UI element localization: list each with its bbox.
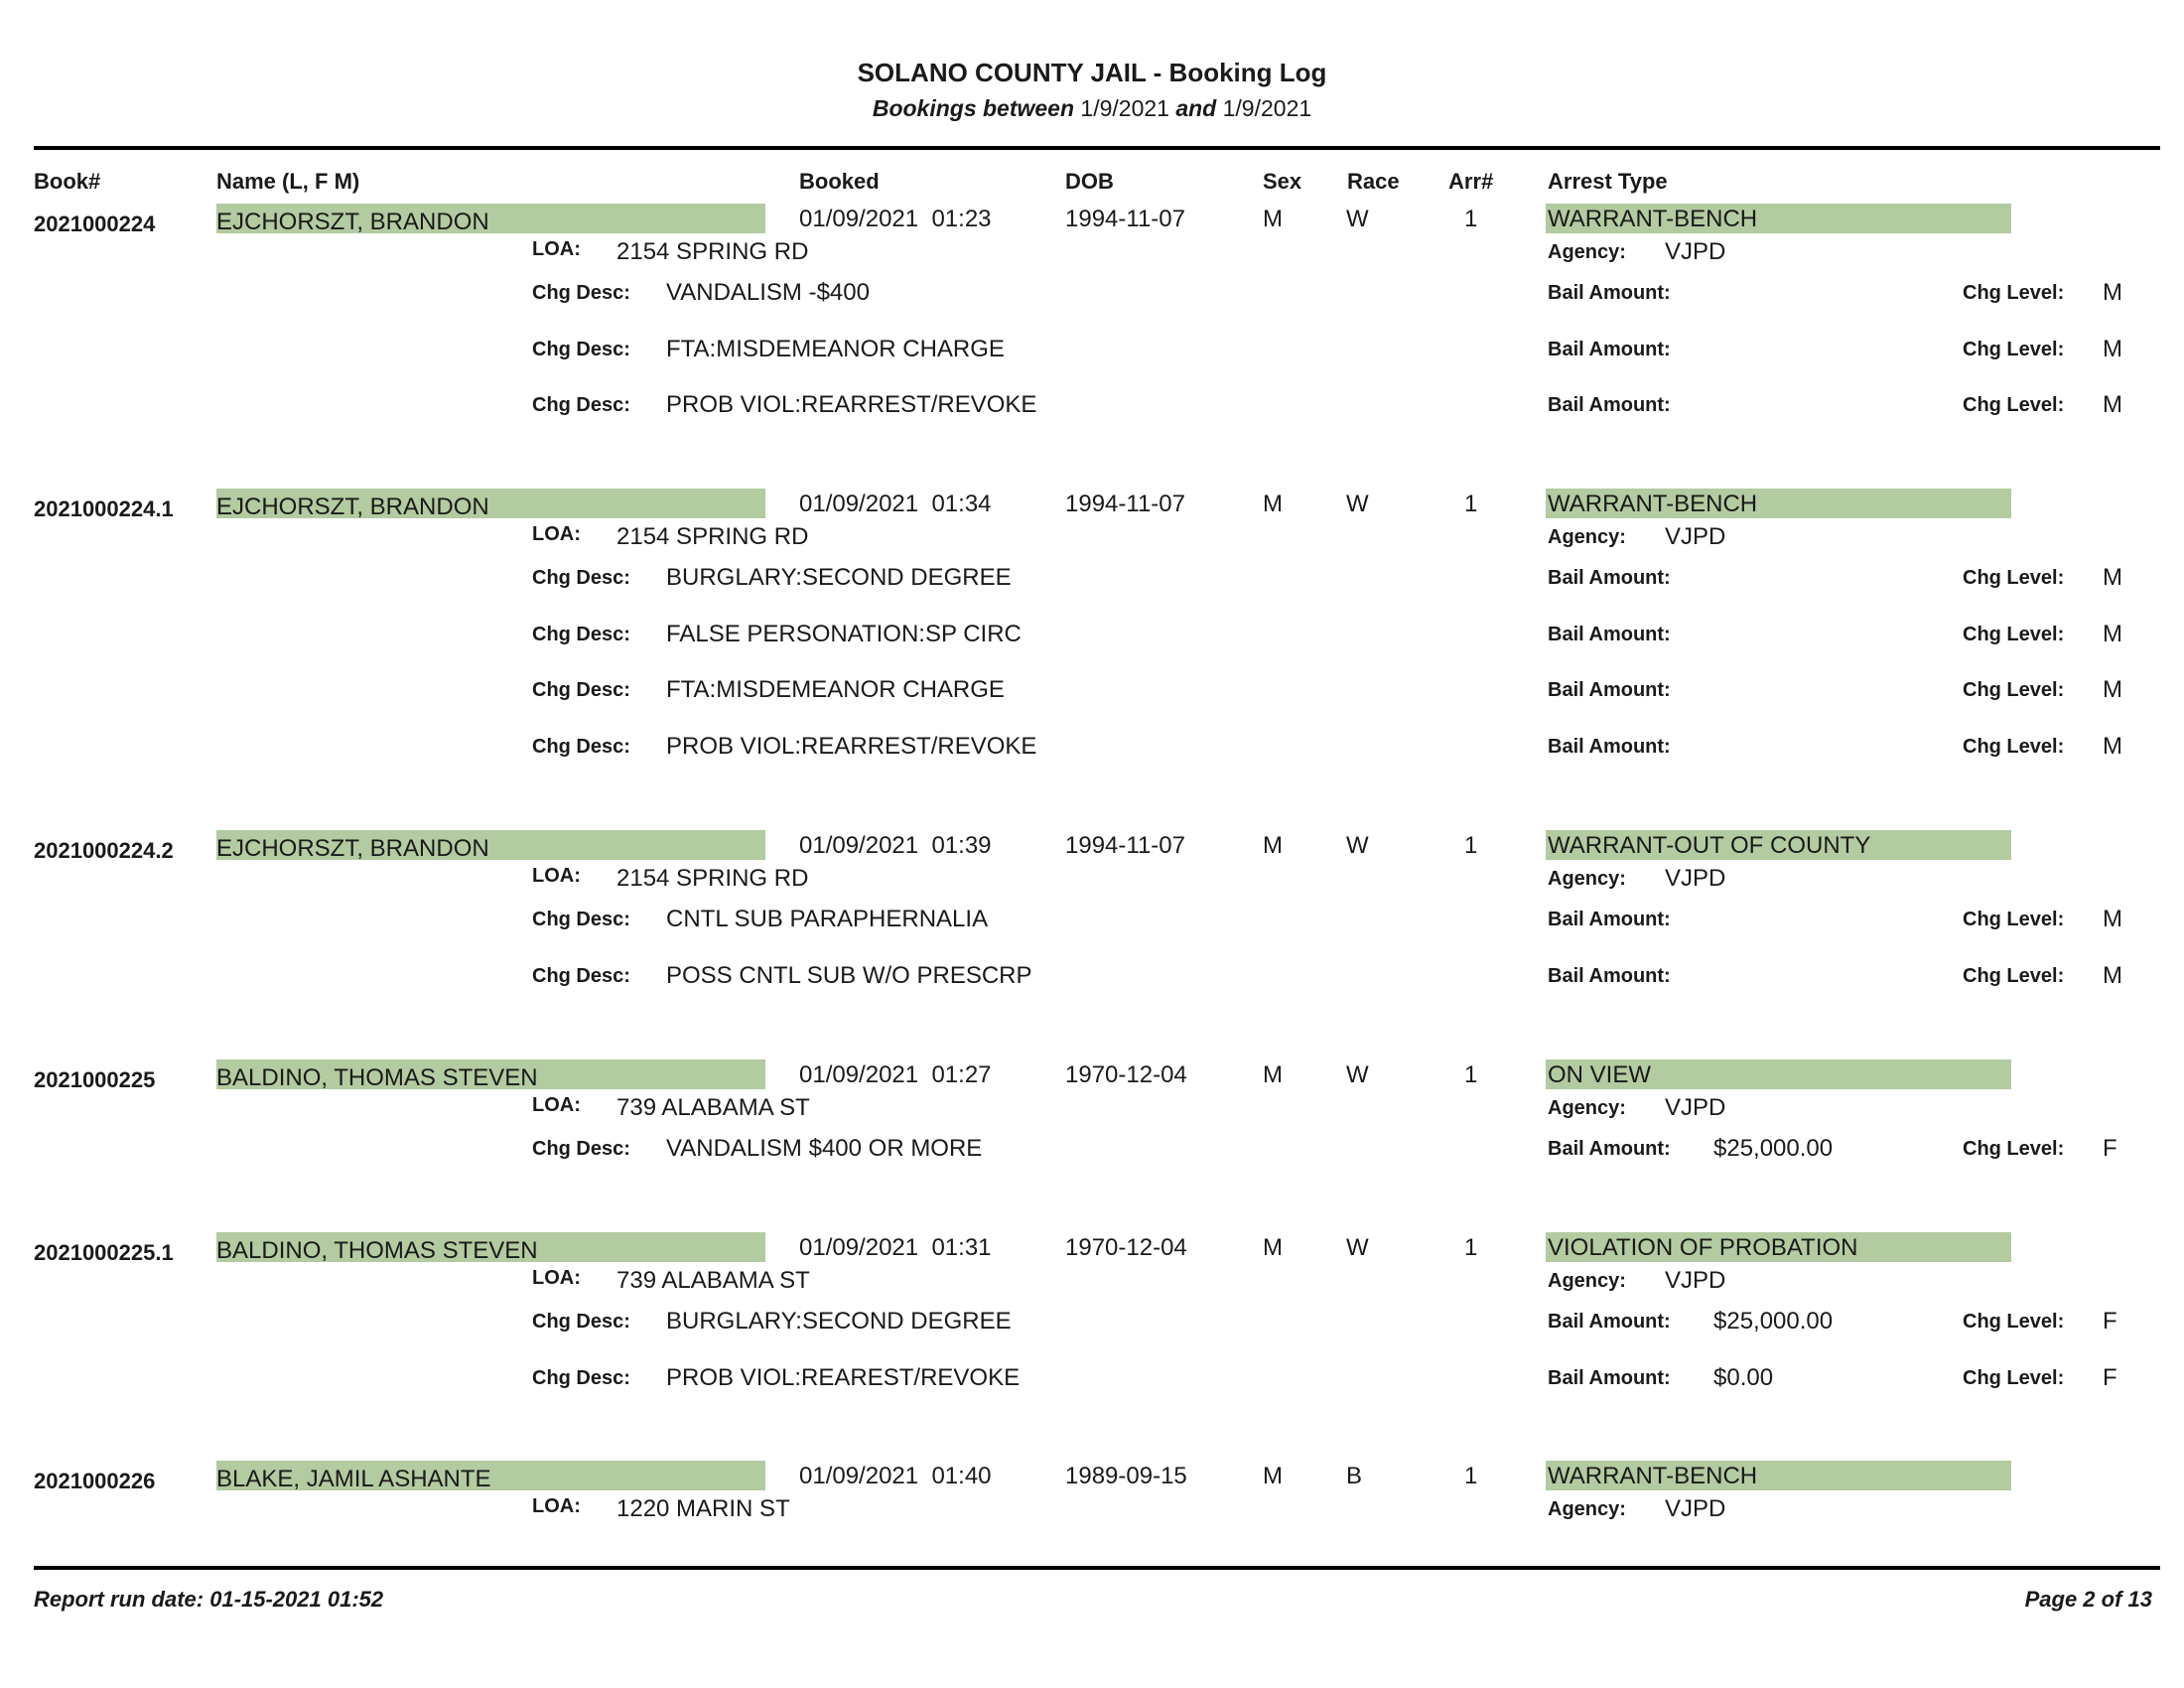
chg-desc-label: Chg Desc: xyxy=(532,1138,630,1160)
charge-description: CNTL SUB PARAPHERNALIA xyxy=(666,906,989,932)
page-number: Page 2 of 13 xyxy=(2024,1587,2152,1612)
chg-desc-label: Chg Desc: xyxy=(532,1311,630,1333)
arrest-number: 1 xyxy=(1464,206,1478,232)
charge-level: F xyxy=(2103,1364,2117,1391)
race-value: W xyxy=(1346,832,1369,859)
chg-desc-label: Chg Desc: xyxy=(532,624,630,645)
sex-value: M xyxy=(1263,1463,1283,1489)
loa-label: LOA: xyxy=(532,523,581,545)
charge-level: M xyxy=(2103,962,2122,989)
arrest-number: 1 xyxy=(1464,491,1478,517)
race-value: W xyxy=(1346,1234,1369,1261)
dob-value: 1994-11-07 xyxy=(1065,491,1185,517)
charge-level: F xyxy=(2103,1308,2117,1335)
race-value: W xyxy=(1346,491,1369,517)
booked-datetime: 01/09/2021 01:34 xyxy=(799,491,992,517)
book-number: 2021000224.1 xyxy=(34,496,174,521)
dob-value: 1970-12-04 xyxy=(1065,1061,1187,1088)
subtitle-prefix: Bookings between xyxy=(872,95,1075,121)
bail-amount-label: Bail Amount: xyxy=(1548,1367,1671,1389)
dob-value: 1994-11-07 xyxy=(1065,206,1185,232)
chg-desc-label: Chg Desc: xyxy=(532,679,630,701)
booked-datetime: 01/09/2021 01:23 xyxy=(799,206,992,232)
charge-description: BURGLARY:SECOND DEGREE xyxy=(666,564,1012,591)
date-from: 1/9/2021 xyxy=(1080,95,1169,121)
race-value: W xyxy=(1346,206,1369,232)
col-sex: Sex xyxy=(1263,169,1302,194)
bail-amount-label: Bail Amount: xyxy=(1548,1138,1671,1160)
charge-description: VANDALISM -$400 xyxy=(666,279,870,306)
col-name: Name (L, F M) xyxy=(216,169,360,194)
agency-value: VJPD xyxy=(1665,238,1726,265)
race-value: W xyxy=(1346,1061,1369,1088)
charge-level: F xyxy=(2103,1135,2117,1162)
loa-value: 739 ALABAMA ST xyxy=(616,1094,810,1121)
col-race: Race xyxy=(1347,169,1400,194)
bail-amount-label: Bail Amount: xyxy=(1548,679,1671,701)
bail-amount-label: Bail Amount: xyxy=(1548,394,1671,416)
arrest-number: 1 xyxy=(1464,832,1478,859)
dob-value: 1970-12-04 xyxy=(1065,1234,1187,1261)
bail-amount-label: Bail Amount: xyxy=(1548,282,1671,304)
loa-value: 2154 SPRING RD xyxy=(616,865,809,892)
arrest-type: ON VIEW xyxy=(1548,1061,1652,1088)
arrest-type: WARRANT-BENCH xyxy=(1548,206,1758,232)
booked-datetime: 01/09/2021 01:27 xyxy=(799,1061,992,1088)
sex-value: M xyxy=(1263,206,1283,232)
chg-desc-label: Chg Desc: xyxy=(532,965,630,987)
arrest-type: VIOLATION OF PROBATION xyxy=(1548,1234,1858,1261)
book-number: 2021000226 xyxy=(34,1469,156,1493)
bail-amount-label: Bail Amount: xyxy=(1548,624,1671,645)
charge-description: PROB VIOL:REARREST/REVOKE xyxy=(666,391,1037,418)
bail-amount-label: Bail Amount: xyxy=(1548,1311,1671,1333)
loa-value: 2154 SPRING RD xyxy=(616,238,809,265)
bail-amount-label: Bail Amount: xyxy=(1548,909,1671,930)
loa-label: LOA: xyxy=(532,238,581,260)
charge-description: FTA:MISDEMEANOR CHARGE xyxy=(666,676,1005,703)
sex-value: M xyxy=(1263,1234,1283,1261)
charge-description: POSS CNTL SUB W/O PRESCRP xyxy=(666,962,1032,989)
agency-label: Agency: xyxy=(1548,526,1626,548)
arrest-type: WARRANT-BENCH xyxy=(1548,491,1758,517)
charge-description: BURGLARY:SECOND DEGREE xyxy=(666,1308,1012,1335)
bail-amount: $25,000.00 xyxy=(1713,1135,1834,1162)
loa-label: LOA: xyxy=(532,1094,581,1116)
inmate-name: BALDINO, THOMAS STEVEN xyxy=(216,1237,538,1264)
bail-amount: $25,000.00 xyxy=(1713,1308,1834,1335)
dob-value: 1989-09-15 xyxy=(1065,1463,1187,1489)
agency-value: VJPD xyxy=(1665,865,1726,892)
dob-value: 1994-11-07 xyxy=(1065,832,1185,859)
date-to: 1/9/2021 xyxy=(1222,95,1312,121)
chg-desc-label: Chg Desc: xyxy=(532,339,630,360)
race-value: B xyxy=(1346,1463,1363,1489)
header-rule xyxy=(34,146,2160,150)
charge-level: M xyxy=(2103,336,2122,362)
charge-description: VANDALISM $400 OR MORE xyxy=(666,1135,983,1162)
chg-desc-label: Chg Desc: xyxy=(532,909,630,930)
inmate-name: BLAKE, JAMIL ASHANTE xyxy=(216,1466,491,1492)
col-booked: Booked xyxy=(799,169,880,194)
loa-value: 739 ALABAMA ST xyxy=(616,1267,810,1294)
loa-label: LOA: xyxy=(532,1267,581,1289)
agency-label: Agency: xyxy=(1548,1270,1626,1292)
booked-datetime: 01/09/2021 01:39 xyxy=(799,832,992,859)
arrest-number: 1 xyxy=(1464,1463,1478,1489)
bail-amount-label: Bail Amount: xyxy=(1548,567,1671,589)
chg-desc-label: Chg Desc: xyxy=(532,567,630,589)
chg-level-label: Chg Level: xyxy=(1963,679,2065,701)
agency-value: VJPD xyxy=(1665,1267,1726,1294)
chg-level-label: Chg Level: xyxy=(1963,1367,2065,1389)
charge-level: M xyxy=(2103,279,2122,306)
footer-rule xyxy=(34,1566,2160,1570)
agency-label: Agency: xyxy=(1548,1498,1626,1520)
book-number: 2021000225.1 xyxy=(34,1240,174,1265)
loa-value: 2154 SPRING RD xyxy=(616,523,809,550)
inmate-name: EJCHORSZT, BRANDON xyxy=(216,209,489,235)
chg-level-label: Chg Level: xyxy=(1963,1311,2065,1333)
booked-datetime: 01/09/2021 01:31 xyxy=(799,1234,992,1261)
subtitle-and: and xyxy=(1175,95,1217,121)
chg-level-label: Chg Level: xyxy=(1963,394,2065,416)
charge-level: M xyxy=(2103,564,2122,591)
report-title: SOLANO COUNTY JAIL - Booking Log xyxy=(857,58,1327,87)
chg-level-label: Chg Level: xyxy=(1963,624,2065,645)
inmate-name: EJCHORSZT, BRANDON xyxy=(216,835,489,862)
report-run-date: Report run date: 01-15-2021 01:52 xyxy=(34,1587,384,1612)
col-arrest-type: Arrest Type xyxy=(1548,169,1668,194)
charge-level: M xyxy=(2103,733,2122,760)
bail-amount-label: Bail Amount: xyxy=(1548,339,1671,360)
arrest-type: WARRANT-OUT OF COUNTY xyxy=(1548,832,1871,859)
arrest-number: 1 xyxy=(1464,1061,1478,1088)
bail-amount: $0.00 xyxy=(1713,1364,1774,1391)
loa-label: LOA: xyxy=(532,865,581,887)
arrest-type: WARRANT-BENCH xyxy=(1548,1463,1758,1489)
charge-level: M xyxy=(2103,391,2122,418)
agency-value: VJPD xyxy=(1665,1094,1726,1121)
inmate-name: BALDINO, THOMAS STEVEN xyxy=(216,1064,538,1091)
bail-amount-label: Bail Amount: xyxy=(1548,736,1671,758)
charge-description: FTA:MISDEMEANOR CHARGE xyxy=(666,336,1005,362)
charge-description: PROB VIOL:REARREST/REVOKE xyxy=(666,733,1037,760)
book-number: 2021000224 xyxy=(34,211,156,236)
chg-level-label: Chg Level: xyxy=(1963,736,2065,758)
loa-label: LOA: xyxy=(532,1495,581,1517)
chg-level-label: Chg Level: xyxy=(1963,282,2065,304)
col-arr: Arr# xyxy=(1448,169,1494,194)
agency-label: Agency: xyxy=(1548,241,1626,263)
col-book: Book# xyxy=(34,169,101,194)
charge-level: M xyxy=(2103,621,2122,647)
agency-value: VJPD xyxy=(1665,523,1726,550)
chg-desc-label: Chg Desc: xyxy=(532,1367,630,1389)
chg-level-label: Chg Level: xyxy=(1963,339,2065,360)
arrest-number: 1 xyxy=(1464,1234,1478,1261)
agency-label: Agency: xyxy=(1548,1097,1626,1119)
chg-level-label: Chg Level: xyxy=(1963,567,2065,589)
book-number: 2021000224.2 xyxy=(34,838,174,863)
sex-value: M xyxy=(1263,1061,1283,1088)
chg-level-label: Chg Level: xyxy=(1963,965,2065,987)
report-subtitle xyxy=(0,95,2184,122)
sex-value: M xyxy=(1263,491,1283,517)
chg-level-label: Chg Level: xyxy=(1963,1138,2065,1160)
chg-desc-label: Chg Desc: xyxy=(532,736,630,758)
chg-desc-label: Chg Desc: xyxy=(532,282,630,304)
bail-amount-label: Bail Amount: xyxy=(1548,965,1671,987)
charge-description: PROB VIOL:REAREST/REVOKE xyxy=(666,1364,1021,1391)
book-number: 2021000225 xyxy=(34,1067,156,1092)
chg-level-label: Chg Level: xyxy=(1963,909,2065,930)
charge-level: M xyxy=(2103,906,2122,932)
booked-datetime: 01/09/2021 01:40 xyxy=(799,1463,992,1489)
charge-level: M xyxy=(2103,676,2122,703)
sex-value: M xyxy=(1263,832,1283,859)
agency-value: VJPD xyxy=(1665,1495,1726,1522)
col-dob: DOB xyxy=(1065,169,1114,194)
agency-label: Agency: xyxy=(1548,868,1626,890)
inmate-name: EJCHORSZT, BRANDON xyxy=(216,493,489,520)
charge-description: FALSE PERSONATION:SP CIRC xyxy=(666,621,1022,647)
chg-desc-label: Chg Desc: xyxy=(532,394,630,416)
loa-value: 1220 MARIN ST xyxy=(616,1495,790,1522)
